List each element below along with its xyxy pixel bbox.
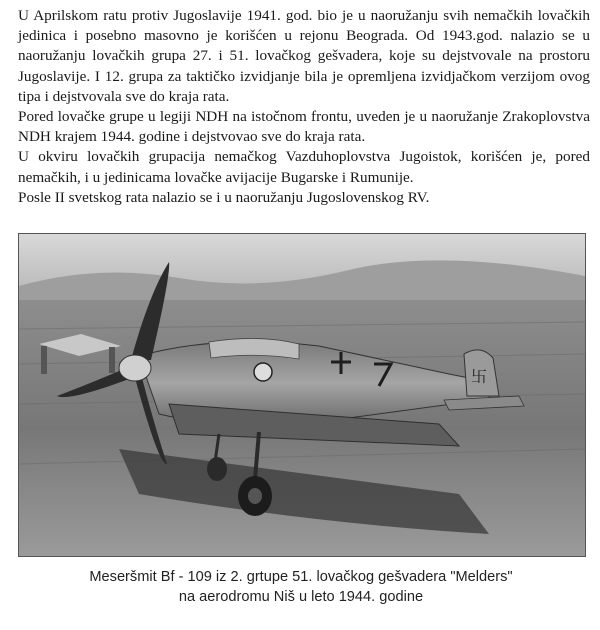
- caption-line-2: na aerodromu Niš u leto 1944. godine: [178, 588, 424, 605]
- paragraph-postwar: Posle II svetskog rata nalazio se i u naoružanju Jugoslovenskog RV.: [18, 188, 430, 206]
- paragraph-ndh: Pored lovačke grupe u legiji NDH na istočnom frontu, uveden je u naoružanje Zrakoplovstva NDH krajem 1944. godine i dejstvovao sve do kraja rata.: [18, 108, 590, 146]
- paragraph-southeast: U okviru lovačkih grupacija nemačkog Vazduhoplovstva Jugoistok, korišćen je, pored nemačkih, i u jedinicama lovačke avijacije Bugarske i Rumunije.: [18, 148, 590, 186]
- caption-line-1: Meseršmit Bf - 109 iz 2. grtupe 51. lovačkog gešvadera "Melders": [89, 569, 513, 585]
- aircraft-photo: [18, 233, 586, 557]
- photo-caption: [18, 568, 584, 607]
- body-text: [18, 6, 590, 208]
- paragraph-april-war: U Aprilskom ratu protiv Jugoslavije 1941. god. bio je u naoružanju svih nemačkih lovačkih jedinica i posebno masovno je korišćen u rejonu Beograda. Od 1943.god. nalazio se u naoružanju lovačkih grupa 27. i 51. lovačkog gešvadera, koje su dejstvovale na prostoru Jugoslavije. I 12. grupa za taktičko izvidjanje bila je opremljena izvidjačkom verzijom ovog tipa i dejstvovala sve do kraja rata.: [18, 7, 590, 105]
- unit-emblem: [254, 363, 272, 381]
- svg-text:卐: 卐: [471, 367, 488, 386]
